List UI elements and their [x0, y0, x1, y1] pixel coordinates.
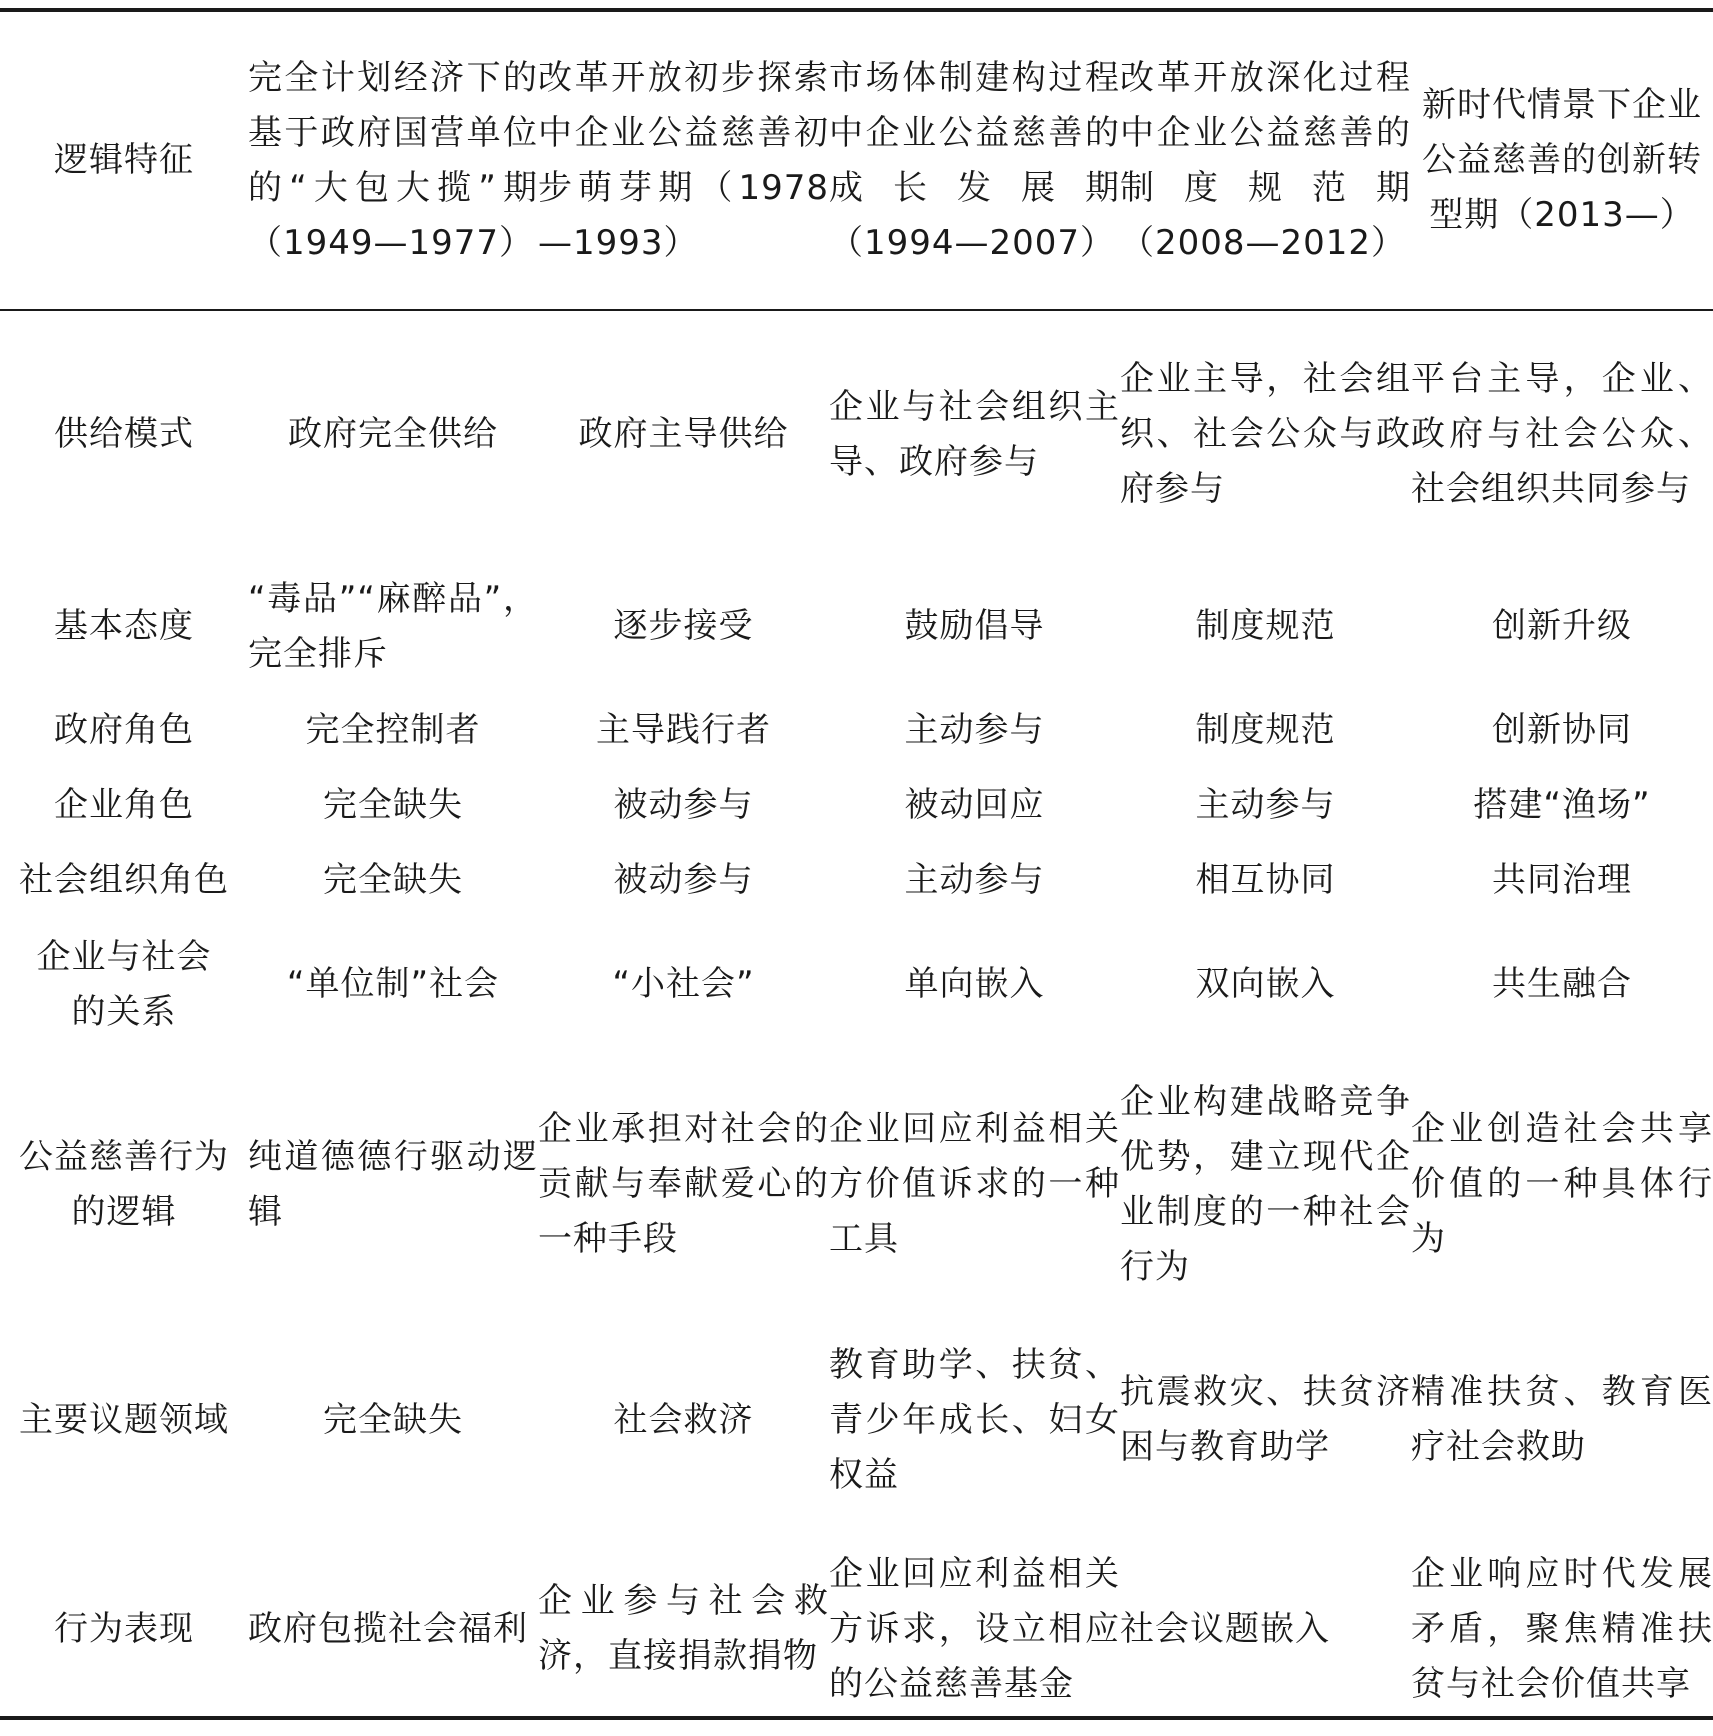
- table-cell: 政府包揽社会福利: [248, 1608, 528, 1649]
- table-cell: 主动参与: [904, 710, 1045, 750]
- table-cell: 创新升级: [1492, 606, 1632, 646]
- table-cell: 社会救济: [613, 1399, 754, 1440]
- table-cell: 搭建“渔场”: [1473, 785, 1651, 825]
- table-cell: 双向嵌入: [1195, 964, 1336, 1004]
- table-cell: 企业参与社会救济，直接捐款捐物: [538, 1581, 829, 1676]
- table-cell: 教育助学、扶贫、青少年成长、妇女权益: [829, 1344, 1120, 1495]
- table-cell: 主动参与: [1195, 785, 1336, 825]
- table-cell: 相互协同: [1195, 860, 1336, 900]
- row-label: 企业角色: [54, 785, 194, 825]
- header-row: [0, 12, 1713, 309]
- row-label: 公益慈善行为的逻辑: [19, 1136, 229, 1232]
- table-cell: 创新协同: [1492, 710, 1632, 750]
- table-row: [0, 309, 1713, 560]
- table-cell: 企业回应利益相关方诉求，设立相应的公益慈善基金: [829, 1553, 1120, 1704]
- table-cell: 企业响应时代发展矛盾，聚焦精准扶贫与社会价值共享: [1411, 1553, 1713, 1704]
- table-cell: 企业主导，社会组织、社会公众与政府参与: [1120, 359, 1411, 509]
- table-row: [0, 1051, 1713, 1318]
- table-cell: “毒品”“麻醉品”，完全排斥: [248, 578, 538, 674]
- header-period-2: 改革开放初步探索中企业公益慈善初步萌芽期（1978—1993）: [538, 57, 829, 263]
- table-cell: 企业与社会组织主导、政府参与: [829, 386, 1120, 482]
- table-cell: 共生融合: [1492, 964, 1632, 1004]
- row-label: 企业与社会的关系: [36, 936, 212, 1032]
- table-cell: 被动参与: [613, 860, 754, 900]
- row-label: 供给模式: [54, 414, 194, 454]
- row-label: 行为表现: [54, 1608, 194, 1649]
- comparison-table: [0, 12, 1713, 1736]
- table-cell: 精准扶贫、教育医疗社会救助: [1411, 1372, 1713, 1467]
- table-cell: 主导践行者: [596, 710, 771, 750]
- table-cell: 平台主导，企业、政府与社会公众、社会组织共同参与: [1411, 359, 1713, 509]
- row-label: 政府角色: [54, 710, 194, 750]
- table-cell: 制度规范: [1195, 606, 1336, 646]
- table-cell: 抗震救灾、扶贫济困与教育助学: [1120, 1372, 1411, 1467]
- table-cell: 企业承担对社会的贡献与奉献爱心的一种手段: [538, 1109, 829, 1259]
- table-cell: “单位制”社会: [286, 964, 500, 1004]
- table-cell: 被动参与: [613, 785, 754, 825]
- table-cell: 政府完全供给: [288, 414, 498, 454]
- table-cell: 逐步接受: [613, 606, 754, 646]
- header-period-3: 市场体制建构过程中企业公益慈善的成长发展期（1994—2007）: [829, 57, 1120, 263]
- table-cell: 被动回应: [904, 785, 1045, 825]
- table-cell: 纯道德德行驱动逻辑: [248, 1136, 538, 1232]
- header-period-5: 新时代情景下企业公益慈善的创新转型期（2013—）: [1422, 85, 1702, 235]
- row-label: 主要议题领域: [19, 1399, 229, 1440]
- table-cell: 完全控制者: [305, 710, 481, 750]
- table-cell: 完全缺失: [323, 1399, 463, 1440]
- table-cell: 企业构建战略竞争优势，建立现代企业制度的一种社会行为: [1120, 1081, 1411, 1287]
- table-row: [0, 1318, 1713, 1522]
- table-cell: 制度规范: [1195, 710, 1336, 750]
- table-row: [0, 768, 1713, 843]
- table-row: [0, 843, 1713, 918]
- table-cell: 企业创造社会共享价值的一种具体行为: [1411, 1109, 1713, 1259]
- header-period-1: 完全计划经济下的基于政府国营单位的“大包大揽”期（1949—1977）: [248, 57, 538, 263]
- table-cell: 单向嵌入: [904, 964, 1045, 1004]
- table-cell: 主动参与: [904, 860, 1045, 900]
- table-cell: 社会议题嵌入: [1120, 1608, 1330, 1649]
- table-cell: “小社会”: [612, 964, 755, 1004]
- table-row: [0, 1522, 1713, 1736]
- row-label: 社会组织角色: [19, 860, 229, 900]
- table-cell: 完全缺失: [323, 860, 463, 900]
- header-row-label: 逻辑特征: [54, 140, 194, 180]
- header-period-4: 改革开放深化过程中企业公益慈善的制度规范期（2008—2012）: [1120, 57, 1411, 263]
- table-cell: 鼓励倡导: [904, 606, 1045, 646]
- table-row: [0, 693, 1713, 768]
- table-cell: 企业回应利益相关方价值诉求的一种工具: [829, 1109, 1120, 1259]
- table-cell: 共同治理: [1492, 860, 1632, 900]
- row-label: 基本态度: [54, 606, 194, 646]
- table-row: [0, 918, 1713, 1051]
- table-cell: 完全缺失: [323, 785, 463, 825]
- table-row: [0, 560, 1713, 693]
- table-cell: 政府主导供给: [578, 414, 789, 454]
